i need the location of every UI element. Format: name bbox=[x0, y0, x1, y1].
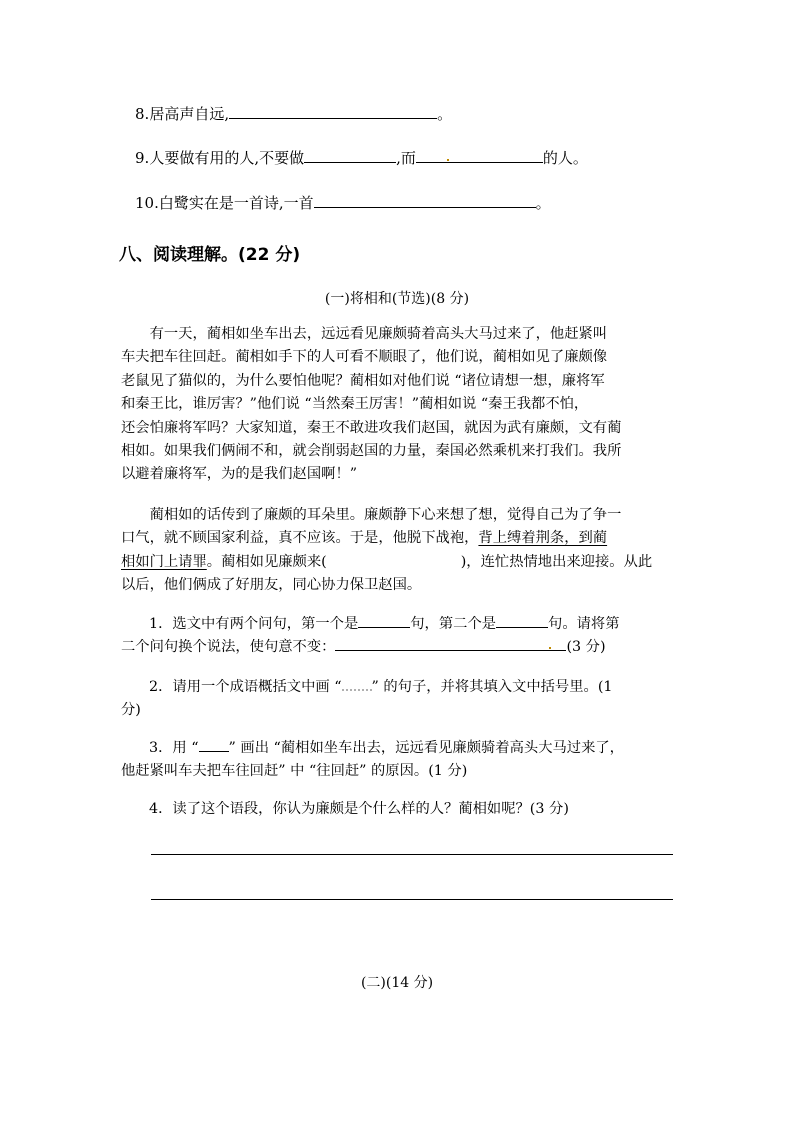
answer-blank[interactable] bbox=[314, 193, 536, 208]
item-number: 10. bbox=[135, 194, 159, 212]
answer-blank[interactable] bbox=[358, 613, 410, 628]
item-connector: ,而 bbox=[396, 149, 416, 167]
straight-underline-symbol bbox=[199, 738, 229, 752]
item-prompt: 居高声自远, bbox=[149, 105, 230, 123]
item-ending: 的人。 bbox=[542, 149, 588, 167]
passage-line: 车夫把车往回赶。蔺相如手下的人可看不顺眼了，他们说，蔺相如见了廉颇像 bbox=[121, 349, 608, 366]
passage-2-title: (二)(14 分) bbox=[360, 975, 434, 991]
passage-line: 蔺相如的话传到了廉颇的耳朵里。廉颇静下心来想了想，觉得自己为了争一 bbox=[149, 507, 622, 523]
passage-line: 和秦王比，谁厉害？”他们说 “当然秦王厉害！”蔺相如说 “秦王我都不怕， bbox=[121, 396, 589, 413]
answer-line[interactable] bbox=[151, 899, 673, 900]
item-number: 9. bbox=[135, 149, 150, 167]
passage-line: 相如。如果我们俩闹不和，就会削弱赵国的力量，秦国必然乘机来打我们。我所 bbox=[121, 443, 622, 460]
passage-line: 口气，就不顾国家利益，真不应该。于是，他脱下战袍，背上缚着荆条，到蔺 bbox=[121, 530, 608, 547]
item-prompt: 白鹭实在是一首诗,一首 bbox=[158, 194, 314, 212]
section-heading: 八、阅读理解。(22 分) bbox=[119, 245, 301, 265]
question-4: 4．读了这个语段，你认为廉颇是个什么样的人？蔺相如呢？(3 分) bbox=[149, 801, 569, 817]
passage-line: 老鼠见了猫似的，为什么要怕他呢？蔺相如对他们说 “诸位请想一想，廉将军 bbox=[121, 372, 605, 389]
passage-title: (一)将相和(节选)(8 分) bbox=[324, 291, 470, 307]
fill-item-10 bbox=[135, 193, 551, 212]
fill-item-9 bbox=[135, 148, 588, 167]
fill-item-8 bbox=[135, 104, 452, 123]
answer-line[interactable] bbox=[151, 854, 673, 855]
passage-paragraph-1 bbox=[121, 323, 674, 487]
answer-blank[interactable] bbox=[304, 148, 396, 163]
passage-line: 还会怕廉将军吗？大家知道，秦王不敢进攻我们赵国，就因为武有廉颇，文有蔺 bbox=[121, 419, 622, 436]
question-3: 3．用 “ ” 画出 “蔺相如坐车出去，远远看见廉颇骑着高头大马过来了， 他赶紧叫车夫把车往回赶” 中 “往回赶” 的原因。(1 分) bbox=[121, 740, 624, 779]
marked-sentence: 背上缚着荆条，到蔺 bbox=[478, 530, 608, 547]
passage-line: 以避着廉将军，为的是我们赵国啊！” bbox=[121, 466, 358, 483]
item-prompt: 人要做有用的人,不要做 bbox=[149, 149, 305, 167]
answer-blank[interactable] bbox=[229, 104, 437, 119]
marked-sentence: 相如门上请罪 bbox=[121, 553, 207, 570]
answer-blank[interactable] bbox=[496, 613, 548, 628]
passage-line: 相如门上请罪。蔺相如见廉颇来( )，连忙热情地出来迎接。从此 bbox=[121, 553, 653, 570]
item-number: 8. bbox=[135, 105, 150, 123]
passage-line: 以后，他们俩成了好朋友，同心协力保卫赵国。 bbox=[121, 577, 422, 594]
item-ending: 。 bbox=[437, 105, 453, 123]
passage-line: 有一天，蔺相如坐车出去，远远看见廉颇骑着高头大马过来了，他赶紧叫 bbox=[149, 326, 608, 342]
item-ending: 。 bbox=[535, 194, 551, 212]
passage-paragraph-2 bbox=[121, 504, 674, 598]
wavy-underline-symbol bbox=[342, 679, 372, 691]
question-1: 1．选文中有两个问句，第一个是 句，第二个是 句。请将第 二个问句换个说法，使句意不变： (3 分) bbox=[121, 613, 674, 659]
answer-blank[interactable] bbox=[416, 148, 543, 163]
answer-blank[interactable] bbox=[335, 636, 566, 651]
question-2: 2．请用一个成语概括文中画 “ ” 的句子，并将其填入文中括号里。(1 分) bbox=[121, 679, 613, 718]
